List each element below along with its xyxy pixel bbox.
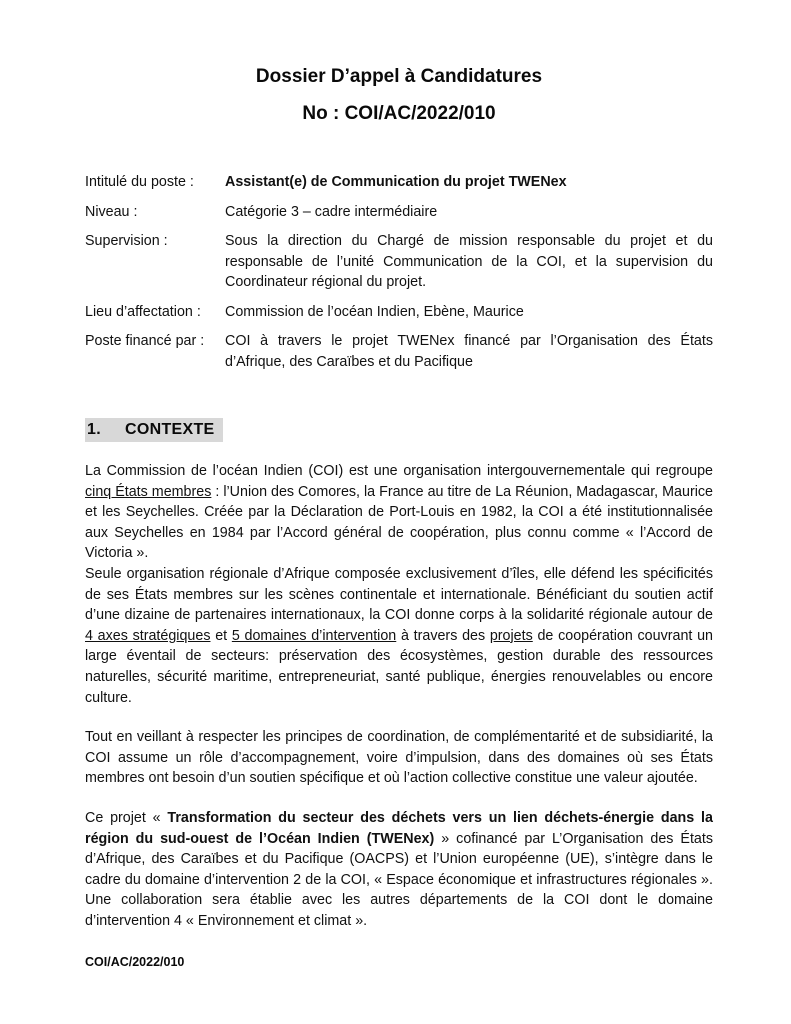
paragraph-projet-twenex xyxy=(85,808,713,932)
section-heading-contexte xyxy=(85,418,713,442)
section-heading-highlight xyxy=(85,418,223,442)
p1-text: La Commission de l’océan Indien (COI) est une organisation intergouvernementale qui regroupe xyxy=(85,463,713,479)
meta-label-supervision: Supervision : xyxy=(85,233,168,249)
p1-text-rest: : l’Union des Comores, la France au titre de La Réunion, Madagascar, Maurice et les Seychelles. Créée par la Déclaration de Port-Louis en 1982, la COI a été institutionnalisée aux Seychelles en 1984 par l’Accord général de coopération, plus connu comme « l’Accord de Victoria ». xyxy=(85,483,713,562)
meta-row-intitule xyxy=(85,172,713,193)
document-title-line2: No : COI/AC/2022/010 xyxy=(302,103,496,124)
meta-value-niveau: Catégorie 3 – cadre intermédiaire xyxy=(225,203,438,220)
paragraph-principes xyxy=(85,727,713,789)
p2-underlined-axes: 4 axes stratégiques xyxy=(85,627,211,644)
p3-text: Tout en veillant à respecter les principes de coordination, de complémentarité et de subsidiarité, la COI assume un rôle d’accompagnement, voire d’impulsion, dans des domaines où ses États membres ont besoin d’un soutien spécifique et où l’action collective constitue une valeur ajoutée. xyxy=(85,729,713,787)
document-title-line1: Dossier D’appel à Candidatures xyxy=(255,66,543,87)
meta-row-niveau xyxy=(85,202,713,223)
meta-value-intitule: Assistant(e) de Communication du projet TWENex xyxy=(225,174,567,190)
p2-text: Seule organisation régionale d’Afrique composée exclusivement d’îles, elle défend les spécificités de ses États membres sur les scènes continentale et internationale. Bénéficiant du soutien actif d’une dizaine de partenaires internationaux, la COI donne corps à la solidarité régionale autour de xyxy=(85,565,713,624)
p4-text: Ce projet « xyxy=(85,809,168,826)
meta-label-niveau: Niveau : xyxy=(85,203,138,220)
meta-value-lieu: Commission de l’océan Indien, Ebène, Maurice xyxy=(225,303,524,320)
meta-label-intitule: Intitulé du poste : xyxy=(85,174,194,190)
paragraph-coi-presentation xyxy=(85,461,713,564)
meta-label-financement: Poste financé par : xyxy=(85,333,205,349)
p1-underlined-etats-membres: cinq États membres xyxy=(85,483,212,500)
meta-row-financement xyxy=(85,331,713,372)
p2-underlined-domaines: 5 domaines d’intervention xyxy=(231,627,397,644)
p2-text-et: et xyxy=(210,627,232,644)
p2-text-rest: de coopération couvrant un large éventail de secteurs: préservation des écosystèmes, gestion durable des ressources naturelles, sécurité maritime, entrepreneuriat, santé publique, énergies renouvelables ou encore culture. xyxy=(85,627,713,706)
meta-row-lieu xyxy=(85,302,713,323)
meta-value-supervision: Sous la direction du Chargé de mission responsable du projet et du responsable de l’unité Communication de la COI, et la supervision du Coordinateur régional du projet. xyxy=(225,233,713,290)
section-title: CONTEXTE xyxy=(125,421,215,438)
meta-label-lieu: Lieu d’affectation : xyxy=(85,303,201,320)
p4-bold-projet-titre: Transformation du secteur des déchets vers un lien déchets-énergie dans la région du sud-ouest de l’Océan Indien (TWENex) xyxy=(85,809,713,847)
p2-underlined-projets: projets xyxy=(489,627,533,644)
paragraph-organisation-regionale xyxy=(85,564,713,708)
p2-text-travers: à travers des xyxy=(396,627,490,644)
meta-row-supervision xyxy=(85,231,713,293)
section-number: 1. xyxy=(87,421,101,438)
meta-value-financement: COI à travers le projet TWENex financé par l’Organisation des États d’Afrique, des Caraïbes et du Pacifique xyxy=(225,333,713,370)
p4-text-rest: » cofinancé par L’Organisation des États d’Afrique, des Caraïbes et du Pacifique (OACPS) et l’Union européenne (UE), s’intègre dans le cadre du domaine d’intervention 2 de la COI, « Espace économique et infrastructures régionales ». Une collaboration sera établie avec les autres départements de la COI dont le domaine d’intervention 4 « Environnement et climat ». xyxy=(85,830,713,929)
job-meta-table xyxy=(85,172,713,372)
section-body xyxy=(85,461,713,931)
footer-reference: COI/AC/2022/010 xyxy=(85,955,185,969)
document-title xyxy=(85,58,713,132)
